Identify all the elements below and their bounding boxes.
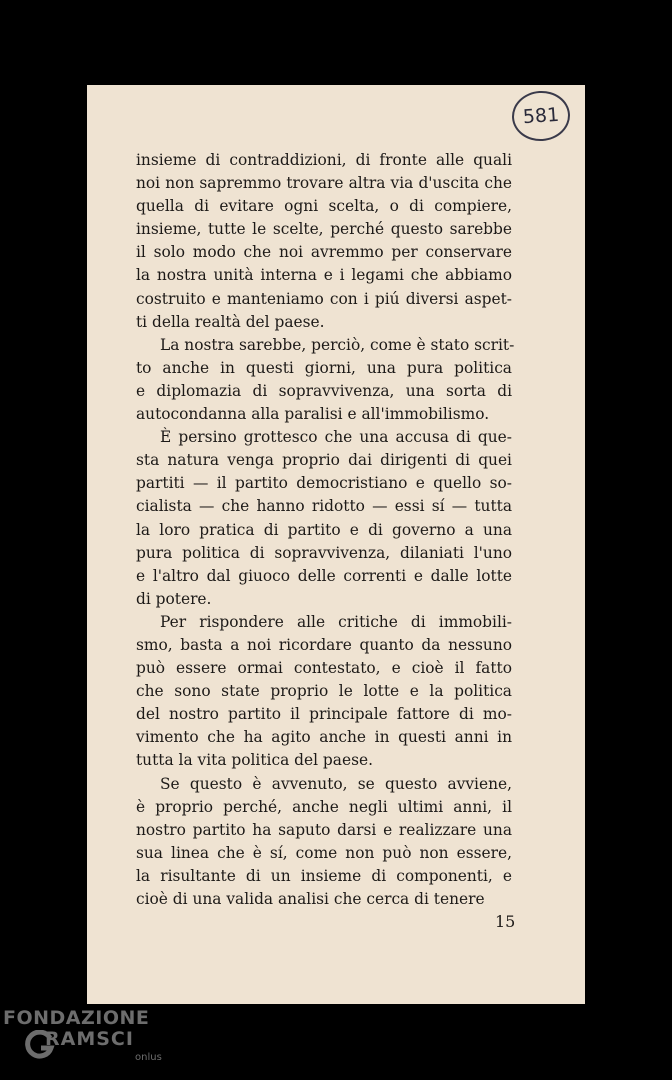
text-line: la nostra unità interna e i legami che abbiamo <box>136 266 512 285</box>
text-line: Per rispondere alle critiche di immobili- <box>160 612 512 631</box>
archive-stamp: 581 <box>510 89 571 143</box>
text-line: Se questo è avvenuto, se questo avviene, <box>160 774 512 793</box>
text-line: la risultante di un insieme di componenti, e <box>136 866 512 885</box>
page-number: 15 <box>495 912 516 931</box>
book-page <box>87 85 585 1004</box>
logo-line-3: onlus <box>135 1052 162 1063</box>
text-line: autocondanna alla paralisi e all'immobilismo. <box>136 405 490 424</box>
text-line: può essere ormai contestato, e cioè il fatto <box>136 659 512 678</box>
text-line: to anche in questi giorni, una pura politica <box>136 358 512 377</box>
text-line: è proprio perché, anche negli ultimi anni, il <box>136 797 512 816</box>
text-line: È persino grottesco che una accusa di que- <box>160 428 512 447</box>
text-line: pura politica di sopravvivenza, dilaniati l'uno <box>136 543 512 562</box>
text-line: insieme, tutte le scelte, perché questo sarebbe <box>136 220 512 239</box>
text-line: cialista — che hanno ridotto — essi sí — tutta <box>136 497 512 516</box>
text-line: vimento che ha agito anche in questi anni in <box>136 728 512 747</box>
text-line: insieme di contraddizioni, di fronte alle quali <box>136 151 512 169</box>
text-line: partiti — il partito democristiano e quello so- <box>136 474 512 493</box>
text-line: La nostra sarebbe, perciò, come è stato scrit- <box>160 335 515 354</box>
logo-line-1: FONDAZIONE <box>3 1007 150 1029</box>
text-line: di potere. <box>136 589 212 608</box>
text-line: smo, basta a noi ricordare quanto da nessuno <box>136 635 512 654</box>
text-line: sta natura venga proprio dai dirigenti di quei <box>136 451 512 470</box>
text-line: e diplomazia di sopravvivenza, una sorta di <box>136 381 512 400</box>
text-line: ti della realtà del paese. <box>136 312 325 331</box>
text-line: la loro pratica di partito e di governo a una <box>136 520 512 539</box>
text-line: costruito e manteniamo con i piú diversi aspet- <box>136 289 512 308</box>
text-line: cioè di una valida analisi che cerca di tenere <box>136 890 485 908</box>
text-line: del nostro partito il principale fattore di mo- <box>136 705 512 724</box>
logo-line-2: RAMSCI <box>45 1028 134 1050</box>
text-line: sua linea che è sí, come non può non essere, <box>136 843 512 862</box>
text-line: noi non sapremmo trovare altra via d'uscita che <box>136 174 512 193</box>
body-text <box>136 149 515 911</box>
text-line: e l'altro dal giuoco delle correnti e dalle lotte <box>136 566 512 585</box>
text-line: quella di evitare ogni scelta, o di compiere, <box>136 197 512 216</box>
text-line: il solo modo che noi avremmo per conservare <box>136 243 512 262</box>
text-line: tutta la vita politica del paese. <box>136 751 373 770</box>
fondazione-gramsci-logo <box>3 1004 173 1080</box>
text-line: nostro partito ha saputo darsi e realizzare una <box>136 820 512 839</box>
text-line: che sono state proprio le lotte e la politica <box>136 682 512 701</box>
